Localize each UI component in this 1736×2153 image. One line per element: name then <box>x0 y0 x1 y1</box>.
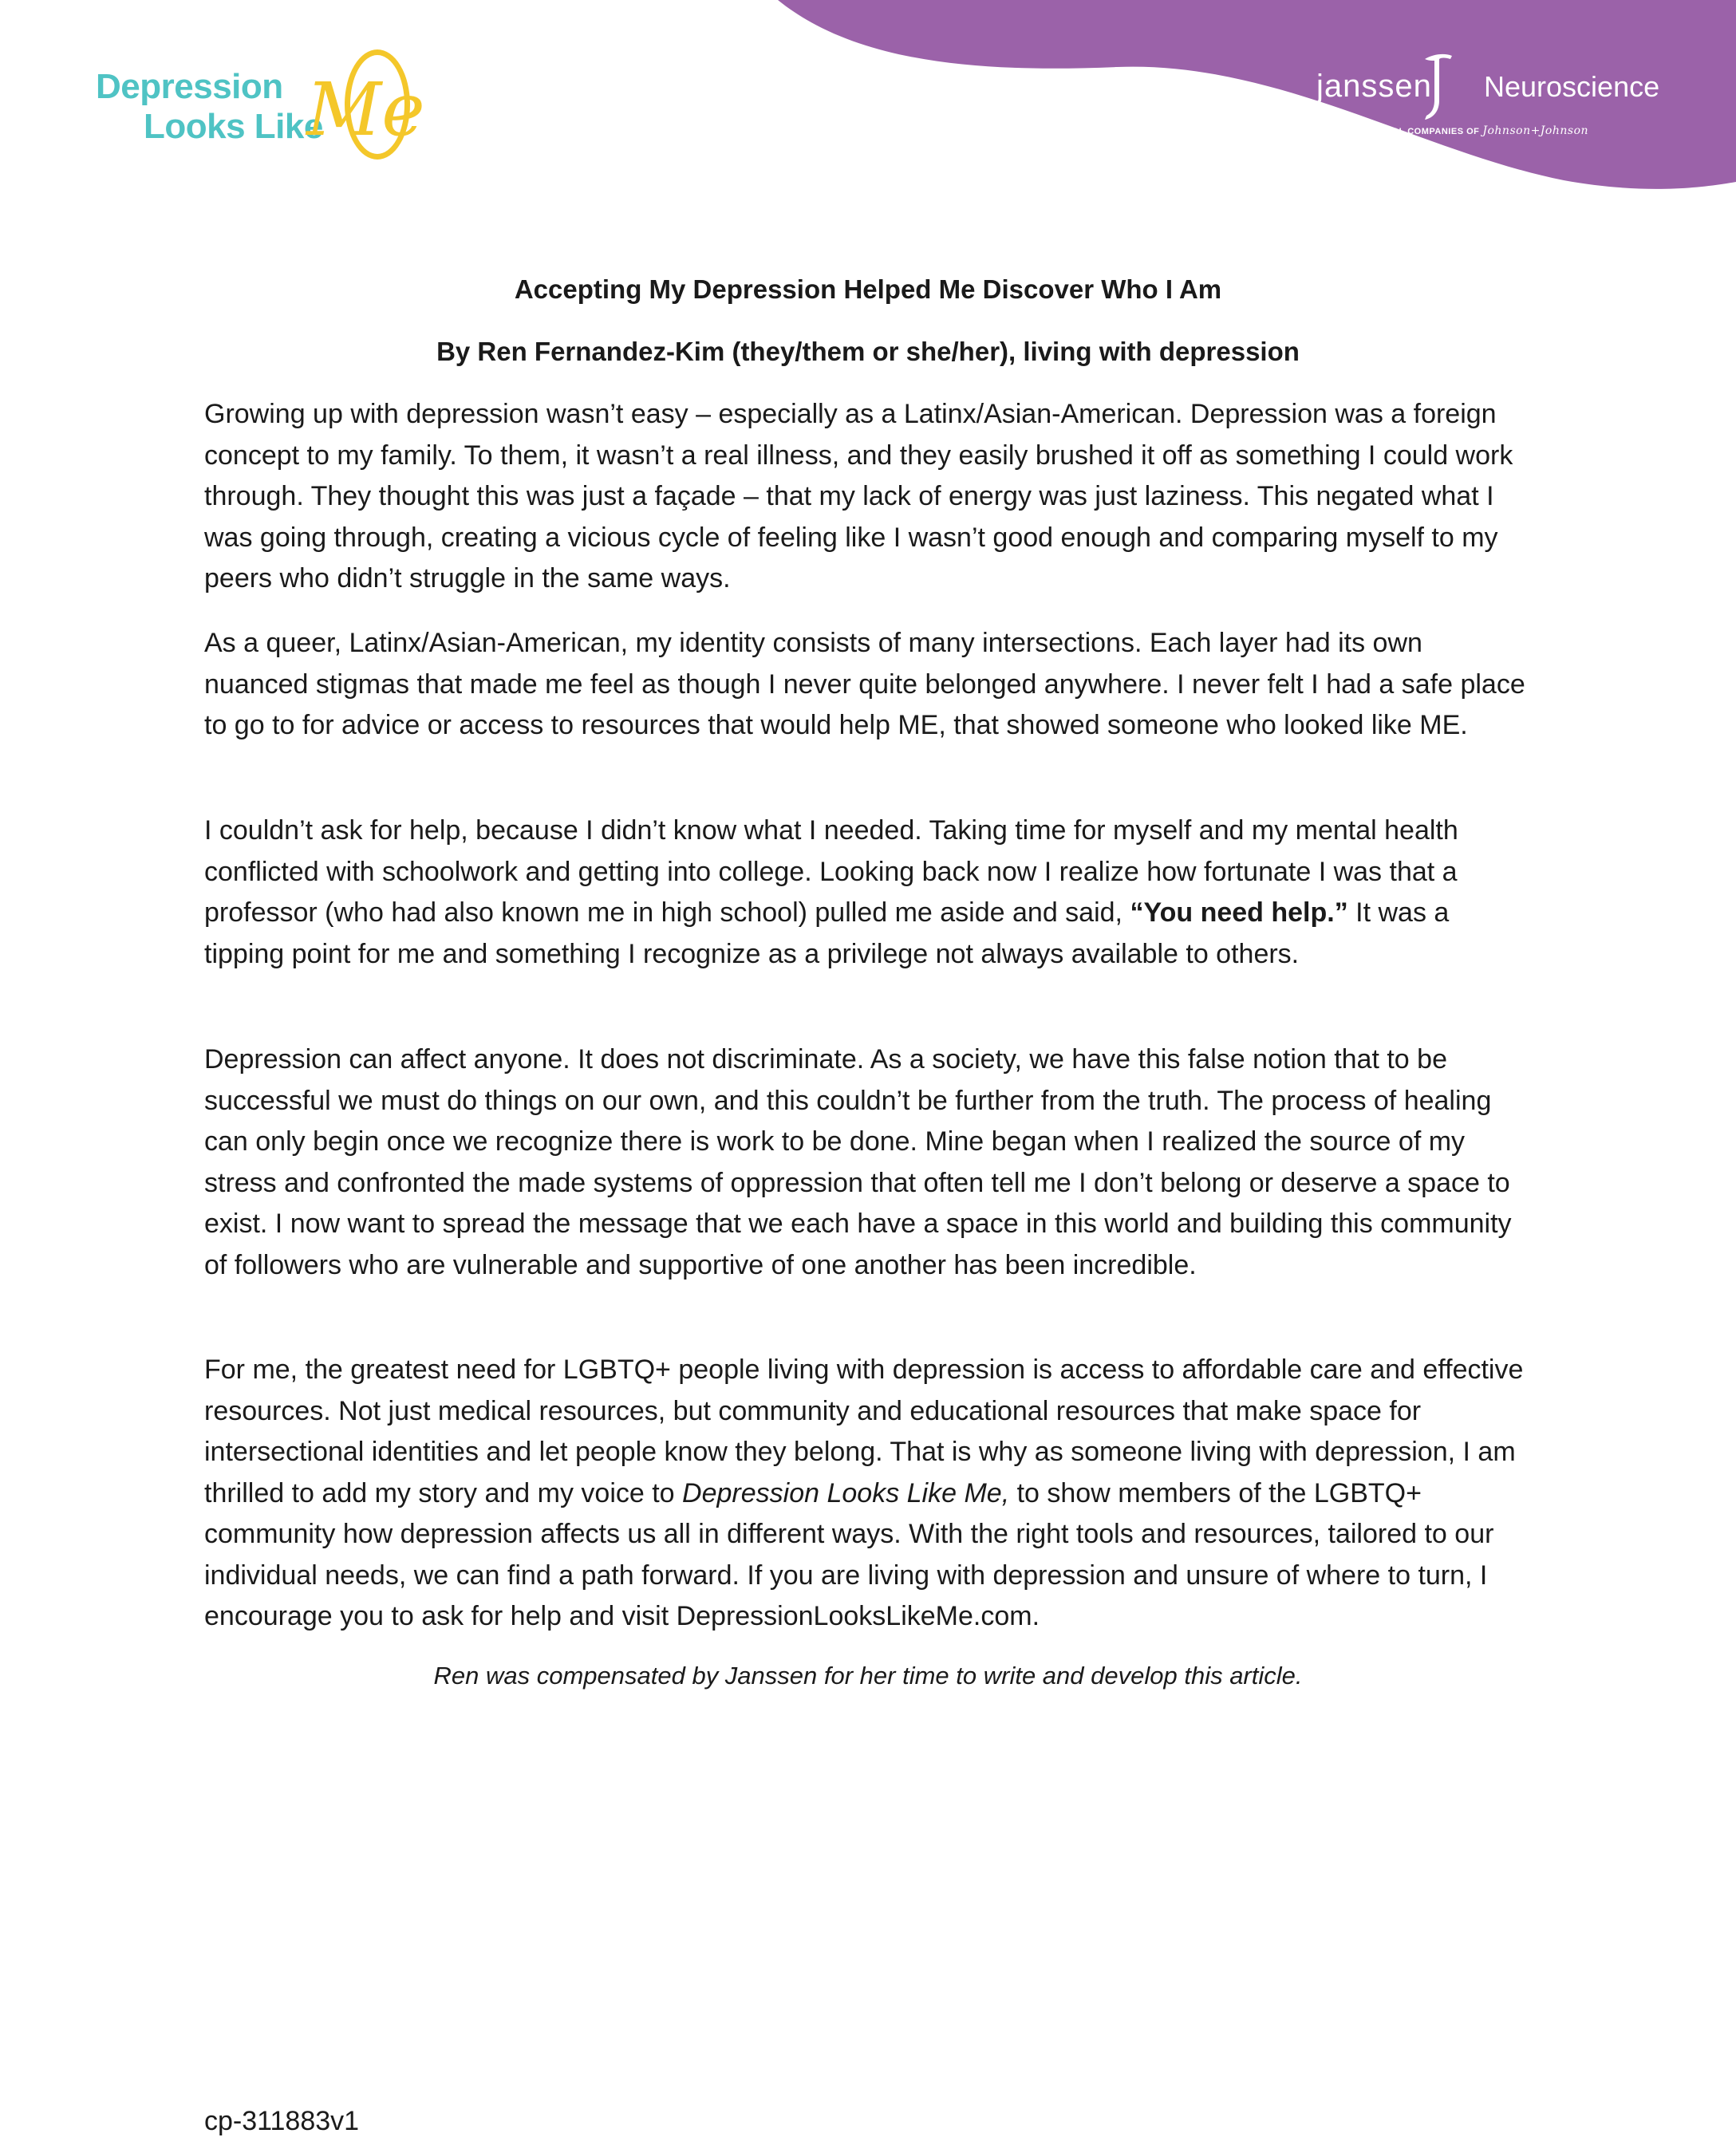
article-paragraph-3 <box>204 810 1529 975</box>
paragraph-5-text-end: to show members of the LGBTQ+ community how depression affects us all in different ways. With the right tools and resources, tailored to our individual needs, we can find a path forward. If you are living with depression and unsure of where to turn, I encourage you to ask for help and visit DepressionLooksLikeMe.com. <box>204 1477 1494 1631</box>
depression-looks-like-me-logo <box>96 45 425 172</box>
logo-text-depression: Depression <box>96 67 283 106</box>
article-title: Accepting My Depression Helped Me Discover Who I Am <box>514 274 1222 304</box>
janssen-tagline <box>1316 124 1588 137</box>
article-paragraph-2: As a queer, Latinx/Asian-American, my identity consists of many intersections. Each layer had its own nuanced stigmas that made me feel as though I never quite belonged anywhere. I never felt I had a safe place to go to for advice or access to resources that would help ME, that showed someone who looked like ME. <box>204 628 1525 740</box>
janssen-tagline-text: PHARMACEUTICAL COMPANIES OF <box>1316 127 1480 136</box>
janssen-swoosh-icon <box>1422 51 1454 123</box>
johnson-johnson-wordmark: Johnson+Johnson <box>1482 124 1589 137</box>
paragraph-5-campaign-title: Depression Looks Like Me, <box>682 1477 1010 1508</box>
janssen-neuroscience-logo <box>1316 48 1660 152</box>
paragraph-3-text-end: It was a tipping point for me and something I recognize as a privilege not always available to others. <box>204 897 1450 969</box>
article-paragraph-5 <box>204 1350 1529 1638</box>
paragraph-3-quote-emphasis: “You need help.” <box>1130 897 1348 928</box>
paragraph-5-text-start: For me, the greatest need for LGBTQ+ people living with depression is access to affordable care and effective resources. Not just medical resources, but community and educational resources that make space for intersectional identities and let people know they belong. That is why as someone living with depression, I am thrilled to add my story and my voice to <box>204 1354 1524 1508</box>
document-code: cp-311883v1 <box>204 2106 360 2136</box>
neuroscience-wordmark: Neuroscience <box>1484 70 1660 103</box>
logo-text-looks-like: Looks Like <box>144 107 323 146</box>
paragraph-3-text-start: I couldn’t ask for help, because I didn’t know what I needed. Taking time for myself and my mental health conflicted with schoolwork and getting into college. Looking back now I realize how fortunate I was that a professor (who had also known me in high school) pulled me aside and said, <box>204 815 1458 928</box>
article-byline: By Ren Fernandez-Kim (they/them or she/her), living with depression <box>436 337 1300 366</box>
compensation-disclaimer: Ren was compensated by Janssen for her time to write and develop this article. <box>433 1662 1303 1690</box>
article-paragraph-4: Depression can affect anyone. It does not discriminate. As a society, we have this false notion that to be successful we must do things on our own, and this couldn’t be further from the truth. The process of healing can only begin once we recognize there is work to be done. Mine began when I realized the source of my stress and confronted the made systems of oppression that often tell me I don’t belong or deserve a space to exist. I now want to spread the message that we each have a space in this world and building this community of followers who are vulnerable and supportive of one another has been incredible. <box>204 1044 1512 1280</box>
janssen-wordmark: janssen <box>1316 69 1432 104</box>
logo-text-me: Me <box>306 67 425 152</box>
article-paragraph-1: Growing up with depression wasn’t easy – especially as a Latinx/Asian-American. Depression was a foreign concept to my family. To them, it wasn’t a real illness, and they easily brushed it off as something I could work through. They thought this was just a façade – that my lack of energy was just laziness. This negated what I was going through, creating a vicious cycle of feeling like I wasn’t good enough and comparing myself to my peers who didn’t struggle in the same ways. <box>204 399 1513 593</box>
